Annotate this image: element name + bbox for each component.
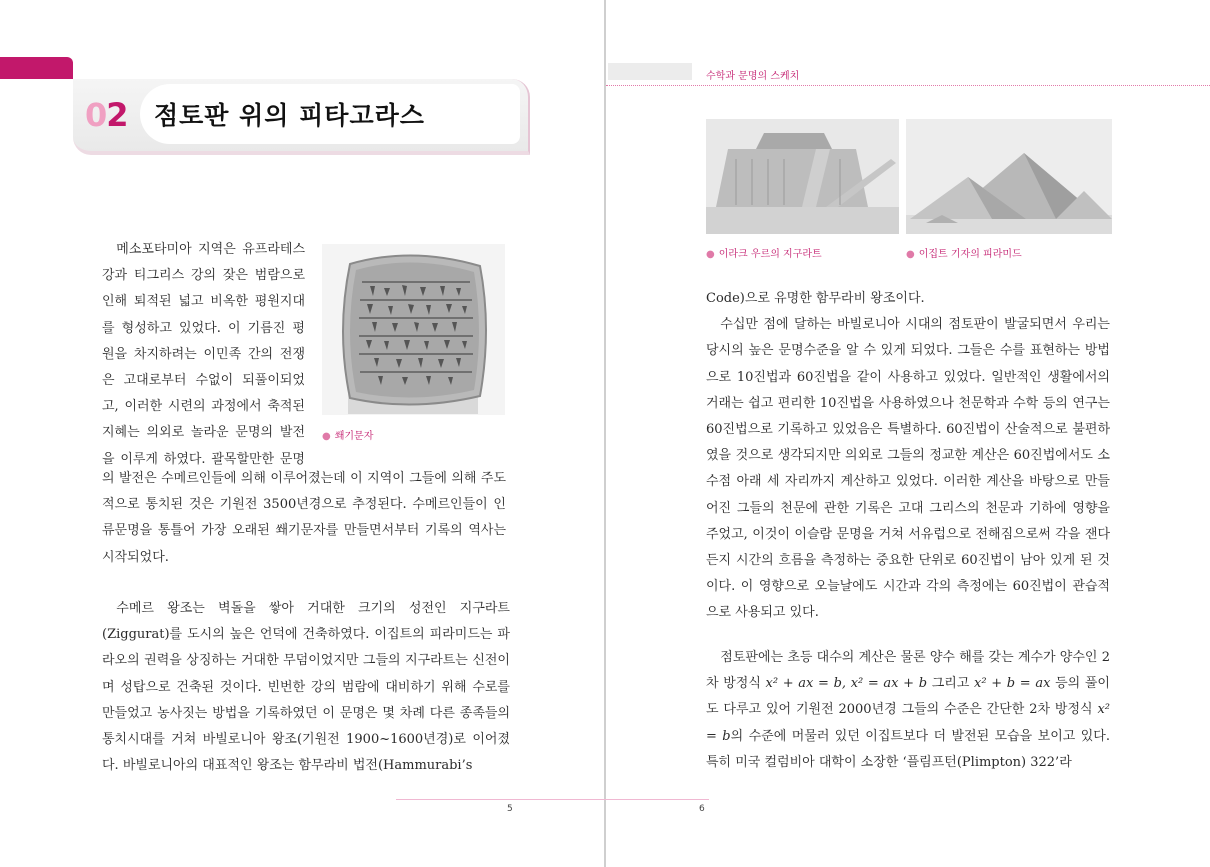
footer-line xyxy=(396,799,709,800)
header-dotted-line xyxy=(606,85,1210,86)
page-number-right: 6 xyxy=(699,804,705,814)
caption-bullet-icon: ● xyxy=(322,431,331,442)
wrap-line: 를 형성하고 있었다. 이 기름진 평 xyxy=(102,320,305,336)
wrap-line: 을 이루게 하였다. 괄목할만한 문명 xyxy=(102,451,305,467)
ziggurat-caption: ● 이라크 우르의 지구라트 xyxy=(706,249,822,260)
paragraph: 수십만 점에 달하는 바빌로니아 시대의 점토판이 발굴되면서 우리는 당시의 높은 문명수준을 알 수 있게 되었다. 그들은 수를 표현하는 방법으로 10진법과 60진법을 같이 사용하고 있었다. 일반적인 생활에서의 거래는 쉽고 편리한 10진법을 사용하였으나 천문학과 수학 등의 연구는 60진법으로 기록하고 있었음은 특별하다. 60진법이 산술적으로 불편하였을 것으로 생각되지만 의외로 그들의 정교한 계산은 60진법에서도 소수점 아래 세 자리까지 계산하고 있었다. 이러한 계산을 바탕으로 만들어진 그들의 천문에 관한 기록은 고대 그리스의 천문과 기하에 영향을 주었고, 이것이 이슬람 문명을 거쳐 서유럽으로 전해짐으로써 각을 잰다든지 시간의 흐름을 측정하는 중요한 단위로 60진법이 남아 있게 된 것이다. 이 영향으로 오늘날에도 시간과 각의 측정에는 60진법이 관습적으로 사용되고 있다. xyxy=(706,317,1110,621)
wrap-line: 메소포타미아 지역은 유프라테스 xyxy=(116,242,305,257)
wrap-line: 은 고대로부터 수없이 되풀이되었 xyxy=(102,373,305,389)
wrap-line: 인해 퇴적된 넓고 비옥한 평원지대 xyxy=(102,294,305,310)
caption-bullet-icon: ● xyxy=(906,249,915,260)
sumer-paragraph xyxy=(102,596,510,779)
cuneiform-tablet-image xyxy=(322,244,505,415)
paragraph: 의 발전은 수메르인들에 의해 이루어졌는데 이 지역이 그들에 의해 주도적으로 통치된 것은 기원전 3500년경으로 추정된다. 수메르인들이 인류문명을 통틀어 가장 오래된 쐐기문자를 만들면서부터 기록의 역사는 시작되었다. xyxy=(102,471,506,565)
wrap-line: 고, 이러한 시련의 과정에서 축적된 xyxy=(102,399,305,415)
equation-paragraph xyxy=(706,645,1110,776)
running-header-block xyxy=(608,63,692,80)
paragraph: 수메르 왕조는 벽돌을 쌓아 거대한 크기의 성전인 지구라트(Ziggurat)를 도시의 높은 언덕에 건축하였다. 이집트의 피라미드는 파라오의 권력을 상징하는 거대한 무덤이었지만 그들의 지구라트는 신전이며 성탑으로 건축된 것이다. 빈번한 강의 범람에 대비하기 위해 수로를 만들었고 농사짓는 방법을 기록하였던 이 문명은 몇 차례 다른 종족들의 통치시대를 거쳐 바빌로니아 왕조(기원전 1900~1600년경)로 이어졌다. 바빌로니아의 대표적인 왕조는 함무라비 법전(Hammurabi’s xyxy=(102,601,510,774)
caption-bullet-icon: ● xyxy=(706,249,715,260)
paragraph: 점토판에는 초등 대수의 계산은 물론 양수 해를 갖는 계수가 양수인 2차 방정식 x² + ax = b, x² = ax + b 그리고 x² + b = ax 등의 풀이도 다루고 있어 기원전 2000년경 그들의 수준은 간단한 2차 방정식 x² = b의 수준에 머물러 있던 이집트보다 더 발전된 모습을 보이고 있다. 특히 미국 컬럼비아 대학이 소장한 ‘플림프턴(Plimpton) 322’라 xyxy=(706,650,1110,770)
ziggurat-photo xyxy=(706,119,899,234)
intro-paragraph-rest xyxy=(102,466,506,571)
equation: x² = ax + b xyxy=(850,676,928,692)
chapter-title: 점토판 위의 피타고라스 xyxy=(154,101,425,130)
intro-wrap-block xyxy=(102,237,305,473)
equation: x² + ax = b, xyxy=(765,676,847,692)
equation: x² + b = ax xyxy=(974,676,1051,692)
paragraph: Code)으로 유명한 함무라비 왕조이다. xyxy=(706,291,925,306)
wrap-line: 원을 차지하려는 이민족 간의 전쟁 xyxy=(102,346,305,362)
chapter-tab xyxy=(0,57,73,79)
tablet-caption: ● 쐐기문자 xyxy=(322,431,374,442)
wrap-line: 지혜는 의외로 놀라운 문명의 발전 xyxy=(102,425,305,441)
running-header: 수학과 문명의 스케치 xyxy=(706,71,800,82)
pyramids-caption: ● 이집트 기자의 피라미드 xyxy=(906,249,1022,260)
equation: x² = b xyxy=(706,702,1110,744)
chapter-number: 02 xyxy=(85,96,128,134)
babylon-paragraphs xyxy=(706,286,1110,627)
page-number-left: 5 xyxy=(507,804,513,814)
page-gutter xyxy=(604,0,606,867)
pyramids-photo xyxy=(906,119,1112,234)
wrap-line: 강과 티그리스 강의 잦은 범람으로 xyxy=(102,268,305,284)
